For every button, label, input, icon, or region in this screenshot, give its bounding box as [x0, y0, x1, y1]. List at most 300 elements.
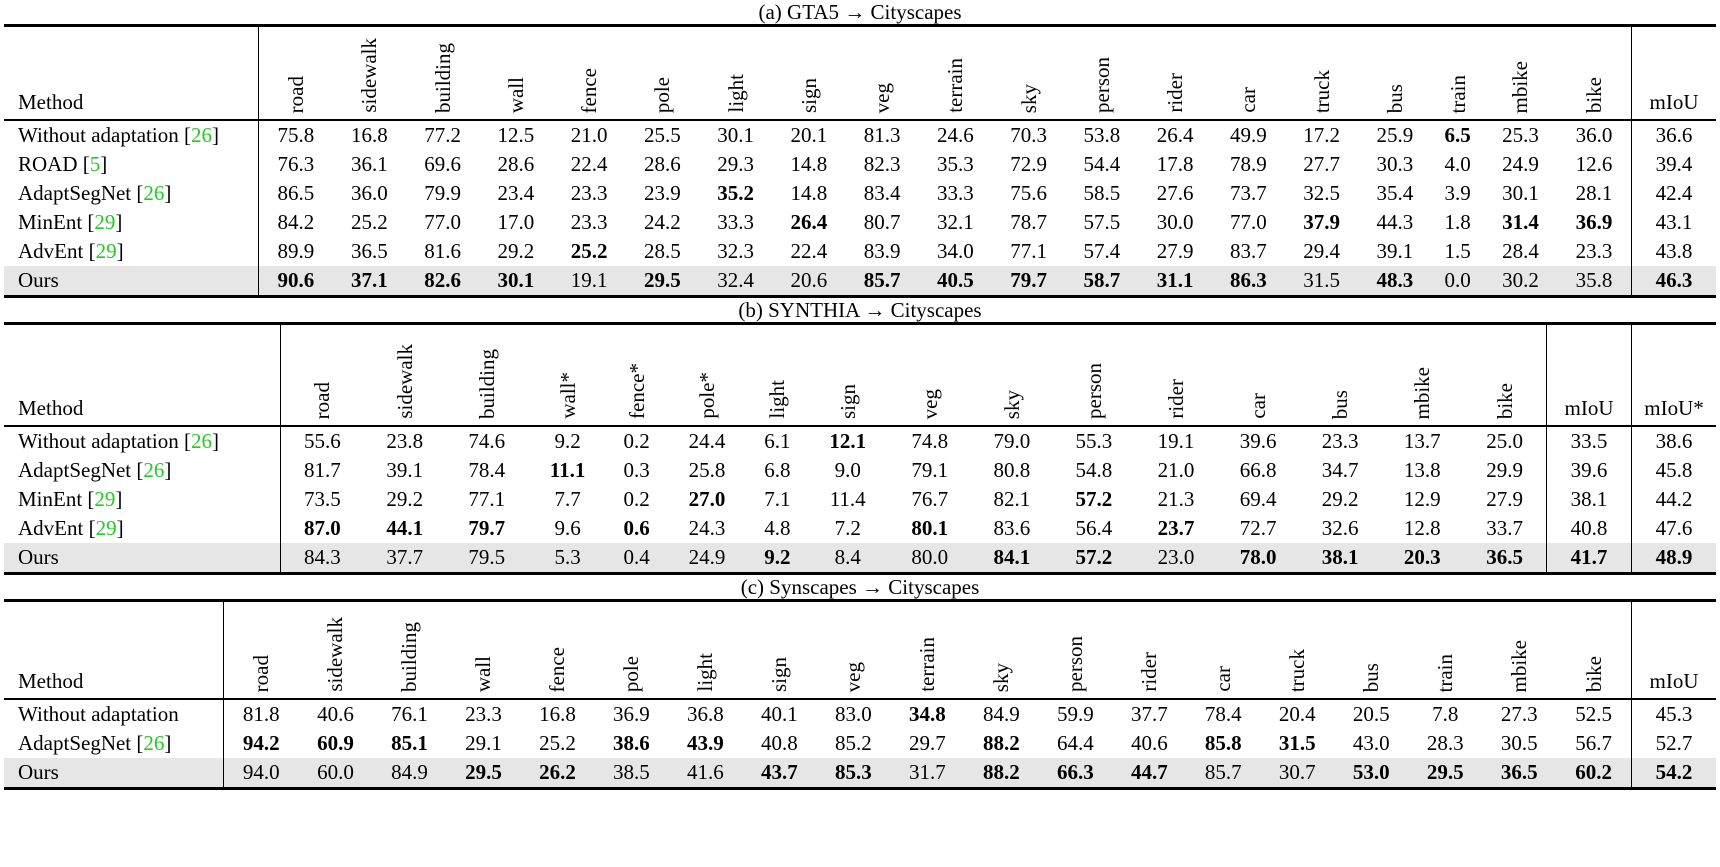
value-cell: 19.1: [1157, 429, 1195, 453]
value-cell: 0.2: [623, 429, 650, 453]
column-header: [299, 602, 373, 699]
column-header: [919, 27, 992, 120]
column-header-label: bus: [1328, 389, 1353, 419]
column-header-label: sidewalk: [323, 617, 348, 692]
column-header: [699, 27, 772, 120]
citation-link[interactable]: 26: [143, 181, 165, 205]
value-cell: 1.5: [1444, 239, 1471, 263]
value-cell: 57.2: [1075, 487, 1113, 511]
value-cell: 52.5: [1575, 702, 1612, 726]
citation-link[interactable]: 29: [94, 487, 116, 511]
column-header-label: truck: [1309, 69, 1334, 113]
column-header-label: fence: [577, 67, 602, 113]
column-header-label: building: [474, 348, 499, 419]
value-cell: 83.0: [835, 702, 872, 726]
column-header: [479, 27, 552, 120]
value-cell: 66.3: [1038, 758, 1112, 787]
value-cell: 25.9: [1376, 123, 1414, 147]
column-header-label: pole: [650, 76, 675, 113]
column-header-label: sign: [835, 383, 860, 419]
column-header: [668, 602, 742, 699]
method-cell: AdaptSegNet [26]: [18, 181, 172, 205]
value-cell: 35.2: [717, 181, 754, 205]
column-header-label: train: [1433, 653, 1458, 692]
table-section-1: [4, 0, 1716, 298]
value-cell: 80.0: [889, 543, 971, 572]
column-header-label: bus: [1359, 662, 1384, 692]
value-cell: 60.0: [299, 758, 373, 787]
value-cell: 11.4: [829, 487, 866, 511]
value-cell: 60.2: [1556, 758, 1631, 787]
miou-cell: 39.6: [1547, 456, 1632, 485]
miou-cell: 43.1: [1632, 208, 1717, 237]
value-cell: 30.2: [1484, 266, 1557, 295]
citation-link[interactable]: 29: [95, 239, 117, 263]
miou-cell: 42.4: [1632, 179, 1717, 208]
citation-link[interactable]: 26: [143, 458, 165, 482]
value-cell: 29.7: [908, 731, 946, 755]
value-cell: 74.6: [468, 429, 506, 453]
value-cell: 20.4: [1278, 702, 1316, 726]
value-cell: 34.0: [937, 239, 974, 263]
value-cell: 83.6: [993, 516, 1031, 540]
value-cell: 30.1: [479, 266, 552, 295]
column-header: [1112, 602, 1186, 699]
value-cell: 16.8: [351, 123, 388, 147]
column-header: [1358, 27, 1431, 120]
value-cell: 0.6: [623, 516, 650, 540]
column-header-label: sidewalk: [392, 344, 417, 419]
value-cell: 29.9: [1486, 458, 1524, 482]
value-cell: 84.2: [259, 208, 333, 237]
value-cell: 29.2: [1321, 487, 1359, 511]
value-cell: 77.0: [424, 210, 461, 234]
value-cell: 40.6: [317, 702, 354, 726]
method-name: MinEnt: [18, 210, 83, 234]
value-cell: 78.0: [1217, 543, 1299, 572]
value-cell: 6.8: [764, 458, 791, 482]
table-caption: (c) Synscapes → Cityscapes: [740, 575, 980, 599]
value-cell: 79.5: [446, 543, 528, 572]
value-cell: 36.5: [1482, 758, 1556, 787]
value-cell: 28.5: [644, 239, 681, 263]
method-header: Method: [4, 602, 224, 699]
value-cell: 81.3: [863, 123, 901, 147]
value-cell: 20.6: [772, 266, 845, 295]
column-header: [846, 27, 919, 120]
value-cell: 12.1: [829, 429, 867, 453]
value-cell: 5.3: [528, 543, 607, 572]
value-cell: 29.2: [386, 487, 424, 511]
value-cell: 32.3: [717, 239, 754, 263]
column-header: [364, 325, 446, 426]
column-header-label: terrain: [915, 637, 940, 692]
miou-cell: 39.4: [1632, 150, 1717, 179]
column-header: [333, 27, 406, 120]
value-cell: 36.5: [351, 239, 388, 263]
value-cell: 26.2: [520, 758, 594, 787]
value-cell: 77.0: [1230, 210, 1267, 234]
value-cell: 23.4: [497, 181, 535, 205]
method-name: Without adaptation: [18, 702, 179, 726]
value-cell: 84.9: [372, 758, 446, 787]
value-cell: 40.6: [1130, 731, 1168, 755]
value-cell: 76.3: [259, 150, 333, 179]
table-caption: (a) GTA5 → Cityscapes: [758, 0, 962, 24]
column-header: [1482, 602, 1556, 699]
table-row: [4, 426, 1716, 456]
value-cell: 6.5: [1444, 123, 1471, 147]
citation-link[interactable]: 29: [94, 210, 116, 234]
header-row: [4, 325, 1716, 426]
miou-cell: 40.8: [1547, 514, 1632, 543]
value-cell: 12.5: [497, 123, 535, 147]
value-cell: 23.3: [1321, 429, 1359, 453]
value-cell: 79.1: [911, 458, 949, 482]
value-cell: 9.0: [834, 458, 861, 482]
column-header: [1463, 325, 1546, 426]
citation-link[interactable]: 26: [143, 731, 165, 755]
column-header-label: mbike: [1507, 639, 1532, 692]
column-header-label: sky: [1016, 83, 1041, 113]
column-header: [626, 27, 699, 120]
value-cell: 85.3: [816, 758, 890, 787]
value-cell: 27.7: [1303, 152, 1340, 176]
citation-link[interactable]: 29: [95, 516, 117, 540]
value-cell: 82.3: [863, 152, 901, 176]
column-header: [594, 602, 668, 699]
column-header: [1053, 325, 1135, 426]
method-cell: AdvEnt [29]: [18, 239, 124, 263]
miou-cell: 47.6: [1632, 514, 1717, 543]
column-header: [1557, 27, 1631, 120]
value-cell: 29.2: [497, 239, 535, 263]
column-header-label: light: [765, 380, 790, 419]
value-cell: 25.2: [351, 210, 388, 234]
column-header-label: car: [1211, 666, 1236, 692]
miou-cell: 48.9: [1632, 543, 1717, 572]
value-cell: 23.7: [1157, 516, 1195, 540]
method-cell: Without adaptation [26]: [18, 123, 219, 147]
value-cell: 28.6: [497, 152, 535, 176]
value-cell: 76.7: [911, 487, 949, 511]
value-cell: 27.3: [1500, 702, 1538, 726]
value-cell: 39.1: [1376, 239, 1414, 263]
value-cell: 32.6: [1321, 516, 1359, 540]
value-cell: 30.1: [1502, 181, 1539, 205]
method-cell: MinEnt [29]: [18, 210, 123, 234]
value-cell: 79.7: [468, 516, 506, 540]
value-cell: 23.8: [386, 429, 424, 453]
column-header: [748, 325, 807, 426]
summary-column-header: mIoU: [1632, 27, 1717, 120]
value-cell: 36.9: [613, 702, 650, 726]
value-cell: 94.0: [224, 758, 299, 787]
value-cell: 53.0: [1334, 758, 1408, 787]
method-name: AdvEnt: [18, 239, 84, 263]
value-cell: 19.1: [553, 266, 626, 295]
column-header: [281, 325, 364, 426]
method-name: Without adaptation: [18, 429, 179, 453]
column-header-label: fence*: [624, 363, 649, 419]
value-cell: 25.5: [644, 123, 681, 147]
value-cell: 30.3: [1376, 152, 1414, 176]
method-name: Ours: [18, 545, 59, 569]
table-row-ours: [4, 758, 1716, 787]
value-cell: 34.7: [1321, 458, 1359, 482]
column-header: [1484, 27, 1557, 120]
value-cell: 4.0: [1444, 152, 1471, 176]
column-header-label: building: [397, 621, 422, 692]
value-cell: 80.7: [863, 210, 901, 234]
value-cell: 69.6: [424, 152, 461, 176]
column-header-label: person: [1089, 57, 1114, 113]
table-row-ours: [4, 543, 1716, 572]
method-name: AdaptSegNet: [18, 731, 132, 755]
value-cell: 24.9: [1502, 152, 1539, 176]
method-name: ROAD: [18, 152, 78, 176]
column-header: [553, 27, 626, 120]
value-cell: 7.2: [834, 516, 861, 540]
value-cell: 29.5: [1408, 758, 1482, 787]
value-cell: 37.7: [1130, 702, 1168, 726]
value-cell: 75.8: [259, 120, 333, 150]
column-header: [1381, 325, 1463, 426]
value-cell: 33.3: [717, 210, 754, 234]
citation-link[interactable]: 5: [89, 152, 101, 176]
column-header-label: road: [249, 654, 274, 692]
miou-cell: 54.2: [1632, 758, 1717, 787]
value-cell: 24.6: [937, 123, 974, 147]
column-header: [1139, 27, 1212, 120]
miou-cell: 45.3: [1632, 699, 1717, 729]
value-cell: 54.8: [1075, 458, 1113, 482]
value-cell: 0.3: [623, 458, 650, 482]
value-cell: 53.8: [1083, 123, 1121, 147]
value-cell: 1.8: [1444, 210, 1471, 234]
column-header-label: bike: [1581, 655, 1606, 692]
citation-link[interactable]: 26: [190, 429, 212, 453]
value-cell: 79.0: [993, 429, 1031, 453]
table-row: [4, 514, 1716, 543]
table-row-ours: [4, 266, 1716, 295]
value-cell: 24.9: [666, 543, 748, 572]
summary-column-header: mIoU: [1632, 602, 1717, 699]
method-name: MinEnt: [18, 487, 83, 511]
column-header: [1212, 27, 1285, 120]
value-cell: 24.2: [644, 210, 681, 234]
value-cell: 23.0: [1135, 543, 1217, 572]
column-header: [1556, 602, 1631, 699]
value-cell: 30.7: [1260, 758, 1334, 787]
method-header: Method: [4, 325, 281, 426]
table-row: [4, 208, 1716, 237]
column-header: [1038, 602, 1112, 699]
table-row: [4, 179, 1716, 208]
value-cell: 4.8: [764, 516, 791, 540]
value-cell: 44.7: [1112, 758, 1186, 787]
column-header: [1285, 27, 1358, 120]
column-header: [1432, 27, 1484, 120]
value-cell: 73.7: [1230, 181, 1267, 205]
value-cell: 13.7: [1403, 429, 1441, 453]
column-header-label: person: [1081, 363, 1106, 419]
citation-link[interactable]: 26: [190, 123, 212, 147]
column-header: [446, 325, 528, 426]
column-header-label: bus: [1382, 83, 1407, 113]
method-cell: AdvEnt [29]: [18, 516, 124, 540]
value-cell: 22.4: [790, 239, 828, 263]
value-cell: 29.3: [717, 152, 754, 176]
value-cell: 12.8: [1403, 516, 1441, 540]
value-cell: 31.1: [1139, 266, 1212, 295]
value-cell: 88.2: [964, 758, 1038, 787]
value-cell: 44.1: [386, 516, 424, 540]
value-cell: 9.2: [748, 543, 807, 572]
value-cell: 30.5: [1500, 731, 1538, 755]
value-cell: 21.3: [1157, 487, 1195, 511]
value-cell: 37.9: [1303, 210, 1340, 234]
value-cell: 16.8: [539, 702, 576, 726]
value-cell: 56.7: [1575, 731, 1612, 755]
value-cell: 80.8: [993, 458, 1031, 482]
value-cell: 81.7: [281, 456, 364, 485]
value-cell: 32.1: [937, 210, 974, 234]
value-cell: 81.8: [224, 699, 299, 729]
results-table: [4, 602, 1716, 787]
value-cell: 69.4: [1239, 487, 1277, 511]
value-cell: 77.2: [424, 123, 461, 147]
column-header-label: car: [1236, 87, 1261, 113]
value-cell: 77.1: [1010, 239, 1047, 263]
method-name: Ours: [18, 268, 59, 292]
value-cell: 41.6: [668, 758, 742, 787]
value-cell: 32.4: [699, 266, 772, 295]
table-row: [4, 150, 1716, 179]
value-cell: 88.2: [982, 731, 1020, 755]
value-cell: 85.8: [1204, 731, 1242, 755]
column-header-label: rider: [1164, 379, 1188, 419]
value-cell: 85.7: [846, 266, 919, 295]
value-cell: 30.1: [717, 123, 754, 147]
value-cell: 0.2: [623, 487, 650, 511]
value-cell: 57.2: [1053, 543, 1135, 572]
column-header-label: truck: [1285, 648, 1310, 692]
value-cell: 26.4: [1156, 123, 1194, 147]
value-cell: 31.5: [1278, 731, 1316, 755]
column-header-label: sky: [999, 389, 1024, 419]
miou-cell: 44.2: [1632, 485, 1717, 514]
value-cell: 36.5: [1463, 543, 1546, 572]
value-cell: 17.0: [497, 210, 535, 234]
value-cell: 85.2: [835, 731, 872, 755]
column-header: [372, 602, 446, 699]
method-cell: [4, 758, 224, 787]
value-cell: 44.3: [1376, 210, 1414, 234]
value-cell: 21.0: [570, 123, 608, 147]
value-cell: 31.5: [1285, 266, 1358, 295]
value-cell: 74.8: [911, 429, 949, 453]
column-header: [889, 325, 971, 426]
column-header-label: rider: [1163, 73, 1188, 113]
value-cell: 77.1: [468, 487, 506, 511]
column-header-label: building: [430, 42, 455, 113]
method-name: AdaptSegNet: [18, 181, 132, 205]
summary-column-header: mIoU: [1547, 325, 1632, 426]
value-cell: 64.4: [1056, 731, 1094, 755]
table-row: [4, 699, 1716, 729]
miou-cell: 38.6: [1632, 426, 1717, 456]
value-cell: 6.1: [764, 429, 791, 453]
column-header: [1217, 325, 1299, 426]
value-cell: 23.3: [1575, 239, 1613, 263]
value-cell: 29.5: [626, 266, 699, 295]
value-cell: 24.4: [688, 429, 726, 453]
table-row: [4, 456, 1716, 485]
value-cell: 36.0: [1575, 123, 1613, 147]
value-cell: 39.1: [386, 458, 424, 482]
header-row: [4, 602, 1716, 699]
value-cell: 85.1: [391, 731, 428, 755]
value-cell: 38.5: [594, 758, 668, 787]
value-cell: 89.9: [259, 237, 333, 266]
value-cell: 78.4: [468, 458, 506, 482]
value-cell: 25.0: [1486, 429, 1524, 453]
method-cell: Without adaptation [26]: [18, 429, 219, 453]
column-header: [807, 325, 889, 426]
results-table: [4, 325, 1716, 572]
column-header-label: veg: [870, 82, 895, 113]
value-cell: 57.5: [1083, 210, 1121, 234]
value-cell: 17.8: [1156, 152, 1194, 176]
column-header: [607, 325, 666, 426]
table-section-3: [4, 575, 1716, 790]
value-cell: 87.0: [281, 514, 364, 543]
value-cell: 79.7: [992, 266, 1065, 295]
value-cell: 48.3: [1358, 266, 1431, 295]
value-cell: 36.9: [1575, 210, 1613, 234]
value-cell: 84.9: [982, 702, 1020, 726]
method-cell: [4, 543, 281, 572]
value-cell: 83.4: [863, 181, 901, 205]
value-cell: 20.5: [1352, 702, 1390, 726]
value-cell: 20.3: [1381, 543, 1463, 572]
method-cell: AdaptSegNet [26]: [18, 458, 172, 482]
value-cell: 94.2: [224, 729, 299, 758]
column-header: [890, 602, 964, 699]
value-cell: 35.3: [937, 152, 974, 176]
value-cell: 40.8: [761, 731, 798, 755]
value-cell: 27.9: [1156, 239, 1194, 263]
value-cell: 59.9: [1056, 702, 1094, 726]
value-cell: 26.4: [790, 210, 828, 234]
value-cell: 81.6: [424, 239, 461, 263]
column-header: [964, 602, 1038, 699]
miou-cell: 43.8: [1632, 237, 1717, 266]
value-cell: 79.9: [424, 181, 461, 205]
value-cell: 0.0: [1432, 266, 1484, 295]
value-cell: 34.8: [908, 702, 946, 726]
column-header-label: bike: [1582, 76, 1607, 113]
value-cell: 17.2: [1303, 123, 1340, 147]
header-row: [4, 27, 1716, 120]
value-cell: 28.6: [644, 152, 681, 176]
value-cell: 7.1: [764, 487, 791, 511]
column-header: [1065, 27, 1138, 120]
column-header: [816, 602, 890, 699]
column-header-label: road: [310, 381, 335, 419]
value-cell: 21.0: [1157, 458, 1195, 482]
